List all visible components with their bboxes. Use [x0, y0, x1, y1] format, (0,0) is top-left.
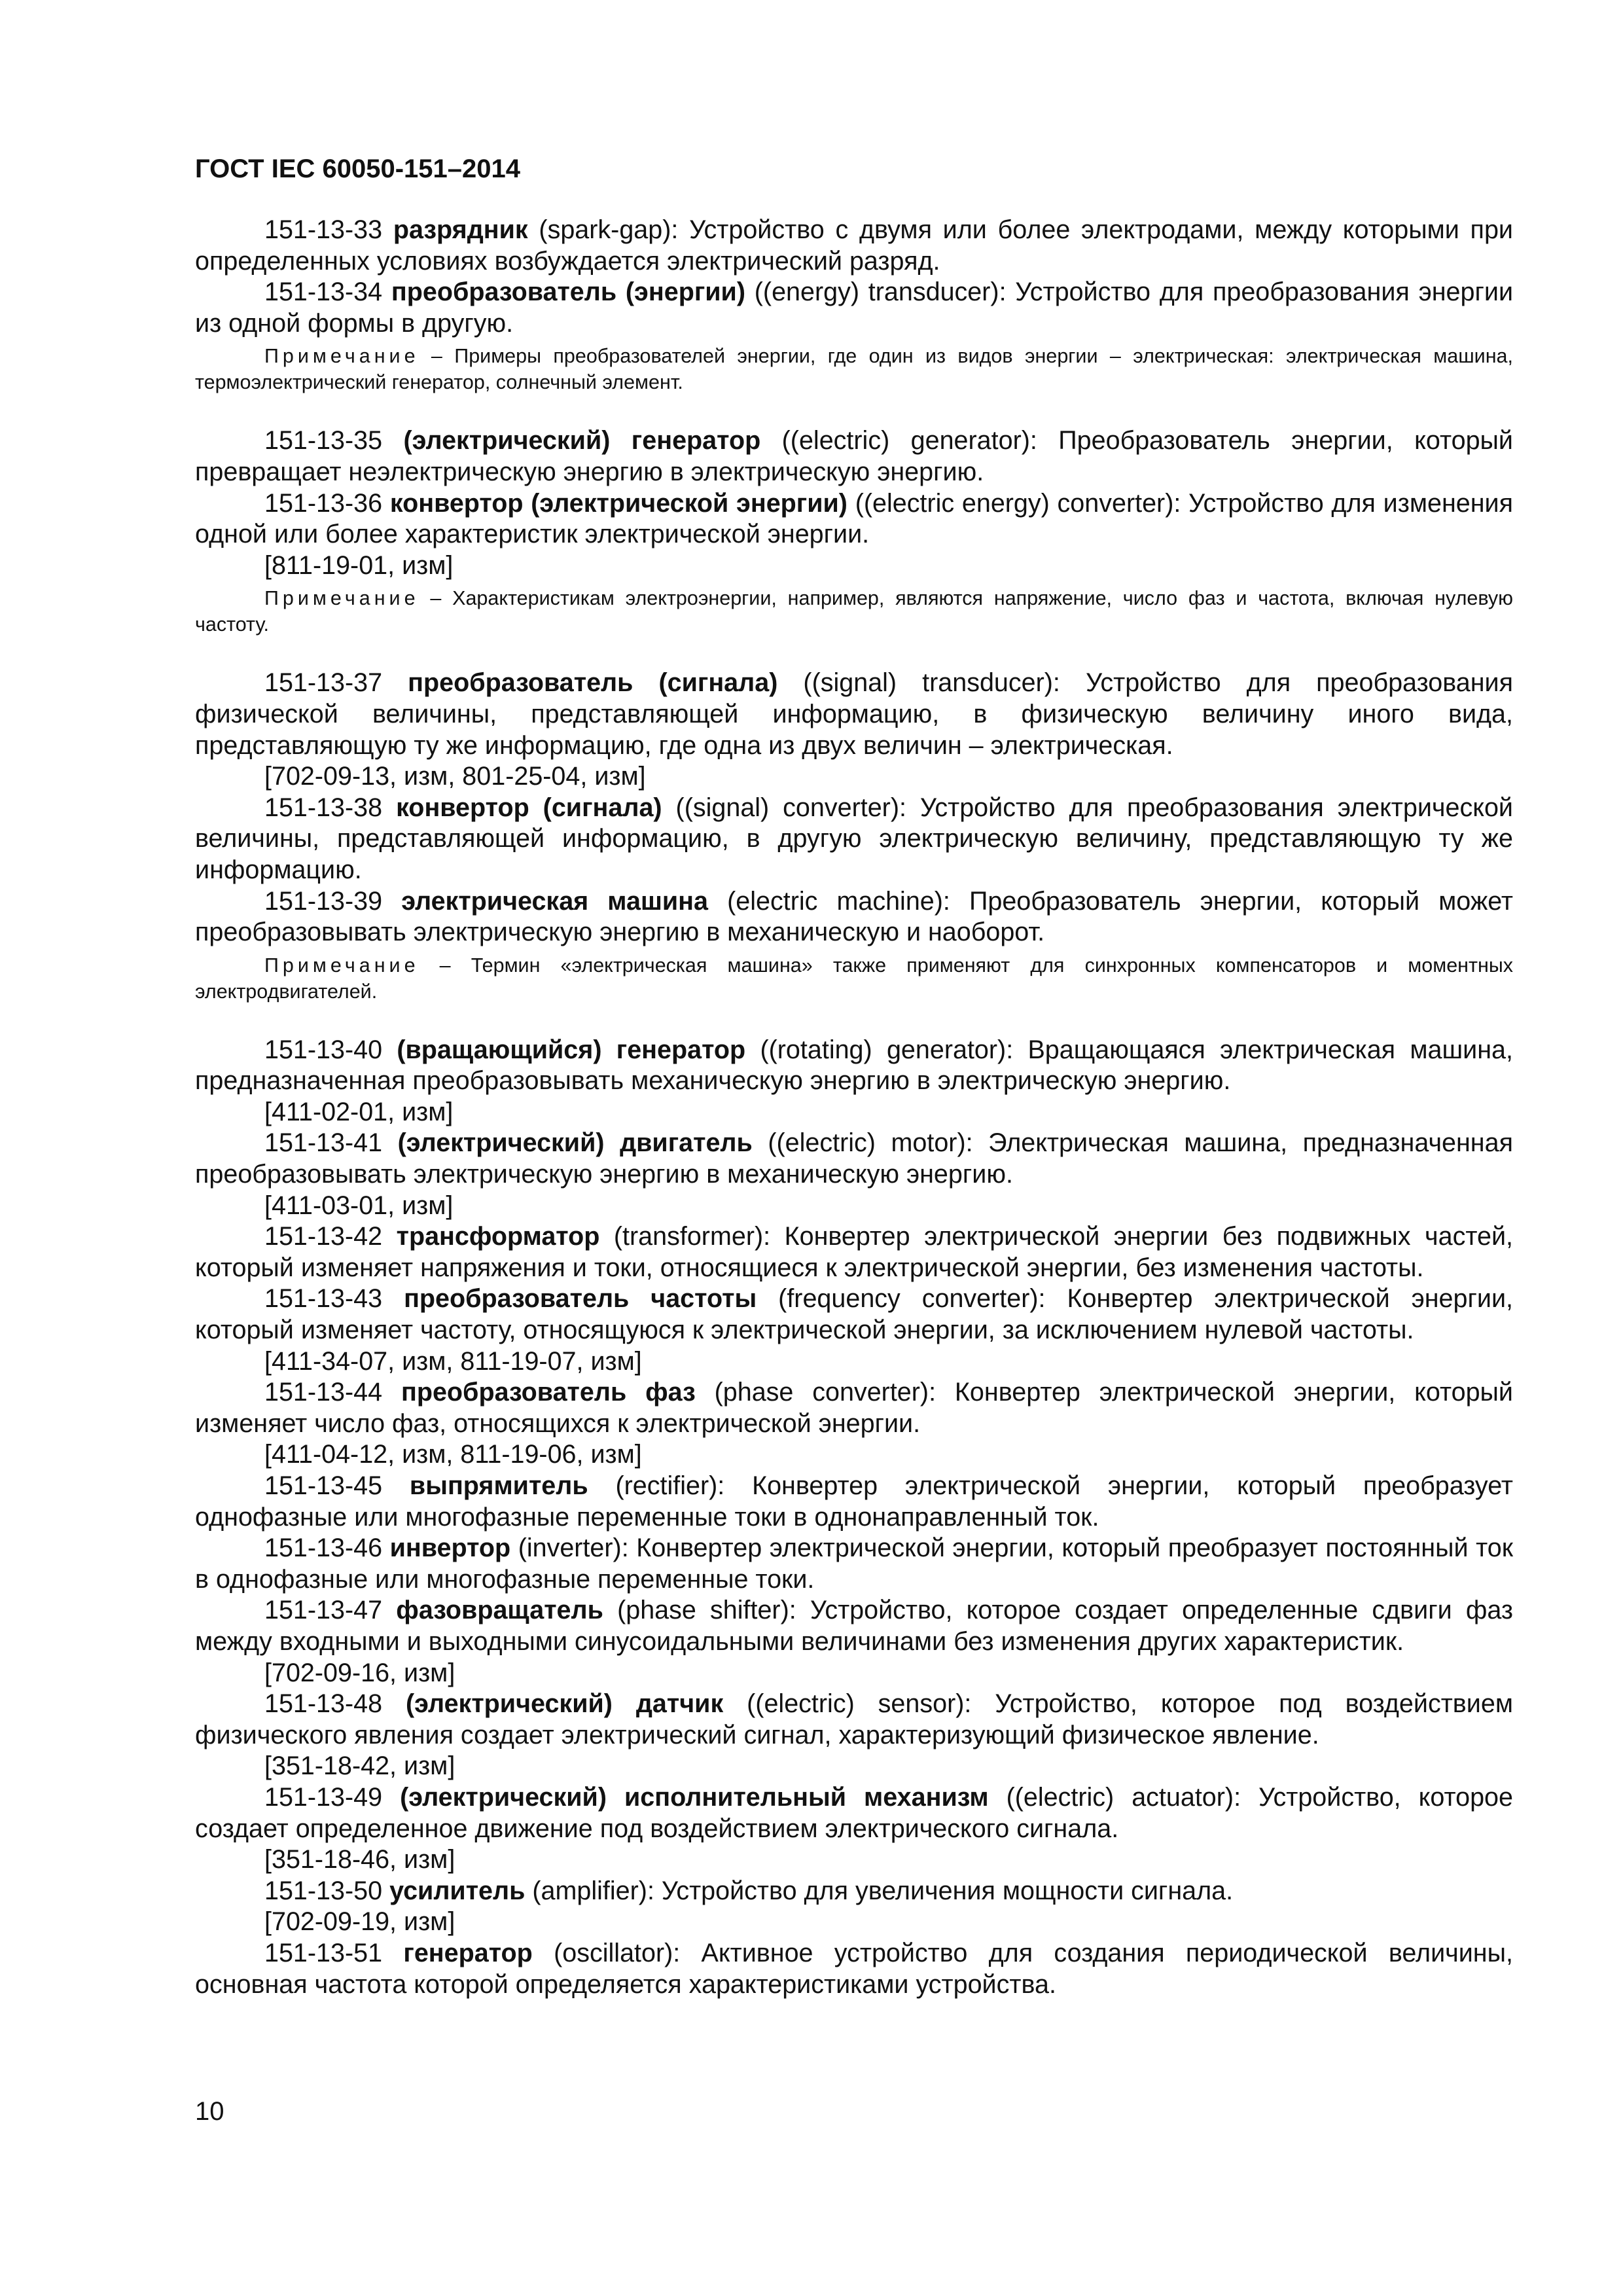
term-name: конвертор (электрической энергии) — [389, 488, 847, 518]
term-entry — [195, 1377, 1513, 1439]
term-number: 151-13-43 — [264, 1284, 383, 1314]
term-name: (вращающийся) генератор — [397, 1035, 746, 1064]
term-definition: (inverter): Конвертер электрической энергии, который преобразует постоянный ток в однофазные или многофазные переменные токи. — [195, 1534, 1513, 1594]
term-definition: ((signal) converter): Устройство для преобразования электрической величины, представляющей информацию, в другую электрическую величину, представляющую ту же информацию. — [195, 793, 1513, 884]
term-name: (электрический) генератор — [403, 426, 761, 456]
term-entry — [195, 277, 1513, 339]
note-label: Примечание — [264, 954, 419, 977]
source-reference: [411-02-01, изм] — [264, 1097, 454, 1126]
note-text: – Термин «электрическая машина» также применяют для синхронных компенсаторов и моментных электродвигателей. — [195, 954, 1513, 1003]
term-name: (электрический) исполнительный механизм — [400, 1782, 989, 1812]
term-number: 151-13-51 — [264, 1938, 383, 1967]
term-entry — [195, 1938, 1513, 2000]
source-reference: [702-09-16, изм] — [264, 1658, 455, 1687]
term-definition: ((electric) motor): Электрическая машина, предназначенная преобразовывать электрическую энергию в механическую энергию. — [195, 1128, 1513, 1189]
term-name: разрядник — [393, 215, 528, 244]
term-number: 151-13-37 — [264, 668, 383, 698]
term-definition: (phase converter): Конвертер электрической энергии, который изменяет число фаз, относящихся к электрической энергии. — [195, 1378, 1513, 1438]
source-reference: [702-09-19, изм] — [264, 1907, 455, 1937]
term-entry — [195, 668, 1513, 761]
note — [195, 343, 1513, 395]
term-definition: (electric machine): Преобразователь энергии, который может преобразовывать электрическую энергию в механическую и наоборот. — [195, 886, 1513, 947]
term-number: 151-13-50 — [264, 1876, 383, 1905]
term-definition: (frequency converter): Конвертер электрической энергии, который изменяет частоту, относящуюся к электрической энергии, за исключением нулевой частоты. — [195, 1284, 1513, 1345]
term-number: 151-13-48 — [264, 1689, 383, 1719]
term-entry — [195, 488, 1513, 550]
term-name: конвертор (сигнала) — [396, 793, 662, 822]
term-entry — [195, 1471, 1513, 1533]
note — [195, 585, 1513, 637]
term-entry — [195, 793, 1513, 886]
term-number: 151-13-49 — [264, 1782, 383, 1812]
term-definition: ((electric energy) converter): Устройство для изменения одной или более характеристик электрической энергии. — [195, 488, 1514, 549]
term-number: 151-13-38 — [264, 793, 383, 822]
term-entry — [195, 1533, 1513, 1595]
note-label: Примечание — [264, 587, 419, 610]
source-reference: [411-03-01, изм] — [264, 1191, 454, 1220]
term-definition: (phase shifter): Устройство, которое создает определенные сдвиги фаз между входными и выходными синусоидальными величинами без изменения других характеристик. — [195, 1596, 1513, 1656]
source-reference: [351-18-46, изм] — [264, 1845, 455, 1874]
term-entry — [195, 1595, 1513, 1657]
term-number: 151-13-35 — [264, 426, 383, 456]
term-name: трансформатор — [396, 1222, 600, 1251]
term-number: 151-13-41 — [264, 1128, 383, 1158]
term-name: преобразователь (энергии) — [391, 278, 745, 307]
term-name: выпрямитель — [409, 1471, 588, 1500]
term-definition: (rectifier): Конвертер электрической энергии, который преобразует однофазные или многофазные переменные токи в однонаправленный ток. — [195, 1471, 1513, 1532]
source-reference: [411-04-12, изм, 811-19-06, изм] — [264, 1440, 642, 1469]
term-entry — [195, 215, 1513, 277]
term-definition: ((electric) actuator): Устройство, которое создает определенное движение под воздействием электрического сигнала. — [195, 1782, 1513, 1843]
term-number: 151-13-42 — [264, 1222, 383, 1251]
source-reference: [351-18-42, изм] — [264, 1751, 455, 1781]
term-name: преобразователь (сигнала) — [408, 668, 778, 698]
term-entry — [195, 1876, 1513, 1907]
term-definition: ((rotating) generator): Вращающаяся электрическая машина, предназначенная преобразовывать механическую энергию в электрическую энергию. — [195, 1035, 1513, 1096]
note — [195, 952, 1513, 1005]
term-name: генератор — [403, 1938, 533, 1967]
term-number: 151-13-44 — [264, 1378, 383, 1407]
term-name: преобразователь частоты — [404, 1284, 757, 1314]
page-number: 10 — [195, 2097, 224, 2126]
term-definition: (transformer): Конвертер электрической энергии без подвижных частей, который изменяет напряжения и токи, относящиеся к электрической энергии, без изменения частоты. — [195, 1222, 1513, 1282]
term-entry — [195, 425, 1513, 488]
term-entry — [195, 886, 1513, 948]
term-name: усилитель — [389, 1876, 526, 1905]
term-number: 151-13-40 — [264, 1035, 383, 1064]
term-number: 151-13-39 — [264, 886, 383, 916]
term-number: 151-13-47 — [264, 1596, 383, 1625]
note-text: – Примеры преобразователей энергии, где один из видов энергии – электрическая: электрическая машина, термоэлектрический генератор, солнечный элемент. — [195, 345, 1513, 394]
term-name: фазовращатель — [396, 1596, 603, 1625]
term-entry — [195, 1283, 1513, 1346]
term-name: преобразователь фаз — [401, 1378, 696, 1407]
document-body — [195, 215, 1513, 2000]
term-definition: ((electric) generator): Преобразователь энергии, который превращает неэлектрическую энергию в электрическую энергию. — [195, 426, 1513, 486]
note-text: – Характеристикам электроэнергии, например, являются напряжение, число фаз и частота, включая нулевую частоту. — [195, 587, 1513, 636]
term-entry — [195, 1689, 1513, 1751]
term-entry — [195, 1128, 1513, 1190]
term-definition: (oscillator): Активное устройство для создания периодической величины, основная частота которой определяется характеристиками устройства. — [195, 1938, 1513, 1999]
source-reference: [411-34-07, изм, 811-19-07, изм] — [264, 1346, 642, 1376]
term-number: 151-13-46 — [264, 1534, 383, 1563]
term-number: 151-13-33 — [264, 215, 383, 244]
term-number: 151-13-36 — [264, 488, 383, 518]
term-definition: ((energy) transducer): Устройство для преобразования энергии из одной формы в другую. — [195, 278, 1514, 338]
term-definition: (amplifier): Устройство для увеличения мощности сигнала. — [532, 1876, 1234, 1905]
term-definition: (spark-gap): Устройство с двумя или более электродами, между которыми при определенных условиях возбуждается электрический разряд. — [195, 215, 1513, 276]
term-definition: ((signal) transducer): Устройство для преобразования физической величины, представляющей информацию, в физическую величину иного вида, представляющую ту же информацию, где одна из двух величин – электрическая. — [195, 668, 1513, 760]
term-definition: ((electric) sensor): Устройство, которое под воздействием физического явления создает электрический сигнал, характеризующий физическое явление. — [195, 1689, 1513, 1749]
document-header: ГОСТ IEC 60050-151–2014 — [195, 154, 521, 183]
term-name: электрическая машина — [401, 886, 709, 916]
term-name: инвертор — [389, 1534, 511, 1563]
source-reference: [702-09-13, изм, 801-25-04, изм] — [264, 762, 646, 791]
term-name: (электрический) датчик — [406, 1689, 724, 1719]
note-label: Примечание — [264, 345, 419, 368]
term-number: 151-13-45 — [264, 1471, 383, 1500]
term-number: 151-13-34 — [264, 278, 383, 307]
term-entry — [195, 1035, 1513, 1097]
term-entry — [195, 1782, 1513, 1844]
term-entry — [195, 1221, 1513, 1283]
term-name: (электрический) двигатель — [397, 1128, 753, 1158]
source-reference: [811-19-01, изм] — [264, 550, 454, 580]
